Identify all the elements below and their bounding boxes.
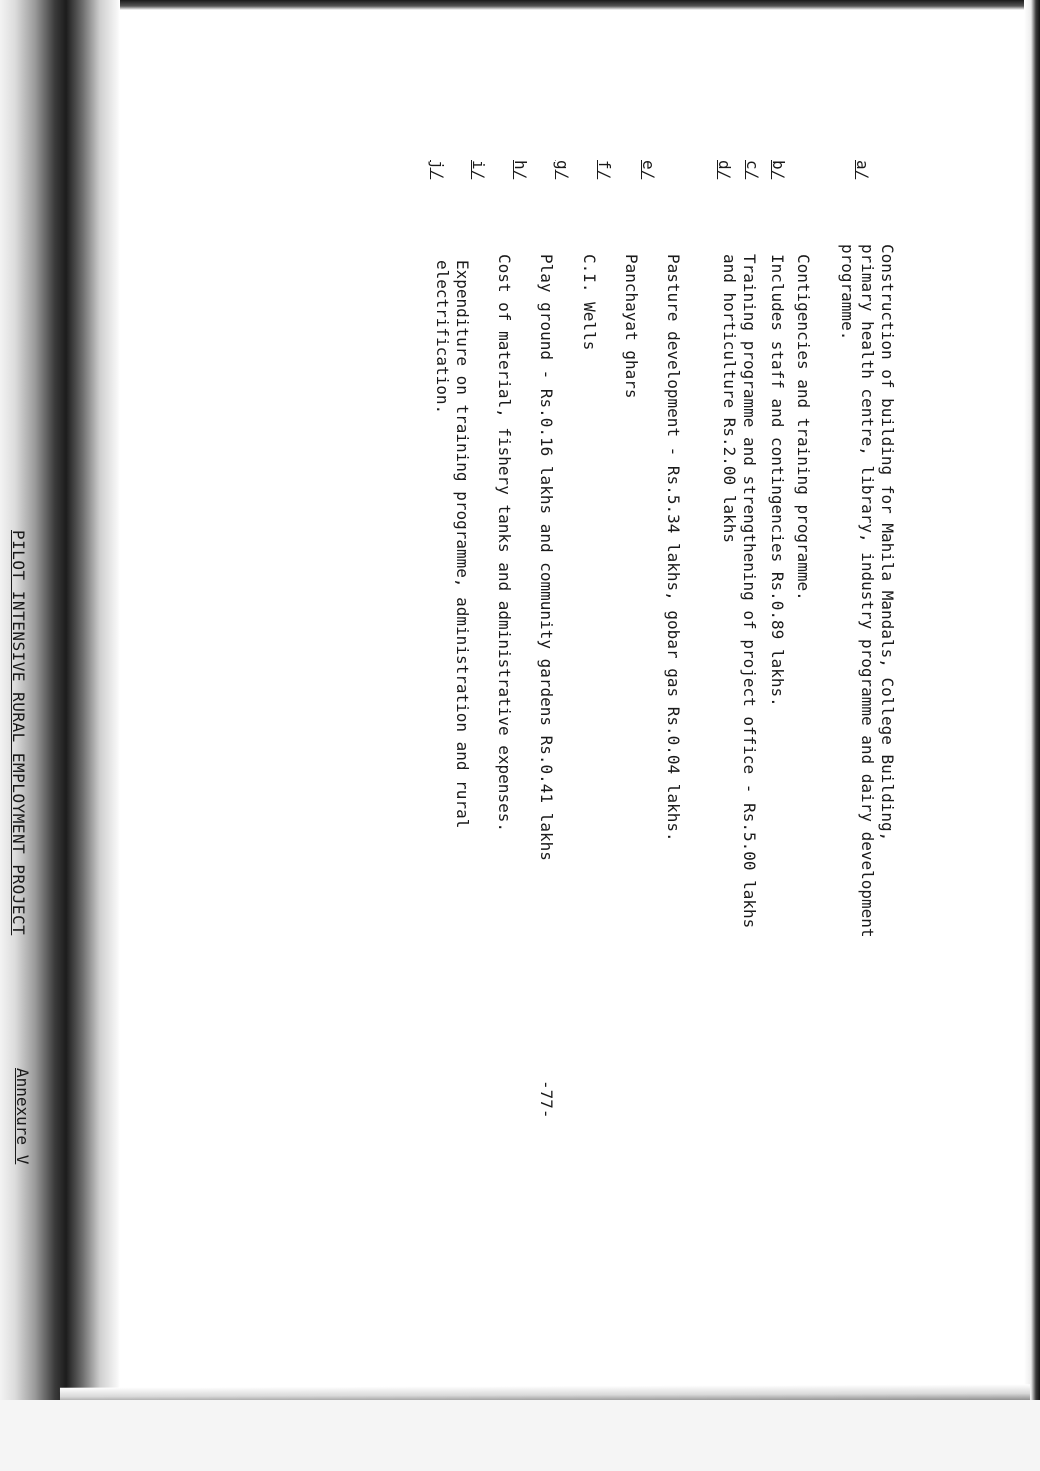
note-marker-f: f/ (595, 160, 614, 180)
page-title: PILOT INTENSIVE RURAL EMPLOYMENT PROJECT (9, 530, 28, 936)
note-i-line-1: Cost of material, fishery tanks and administrative expenses. (495, 254, 514, 832)
note-g-line-1: C.I. Wells (580, 254, 599, 351)
scan-edge-top (0, 0, 1040, 10)
note-a-line-3: programme. (838, 244, 857, 341)
note-a-line-1: Construction of building for Mahila Mandals, College Building, (878, 244, 897, 842)
note-d-line-1: Training programme and strengthening of project office - Rs.5.00 lakhs (740, 254, 759, 929)
annexure-label: Annexure V (13, 1068, 32, 1165)
note-marker-h: h/ (511, 160, 530, 180)
scanner-bed (0, 1400, 1040, 1471)
note-marker-b: b/ (769, 160, 788, 180)
note-j-line-2: electrification. (433, 260, 452, 415)
note-h-line-1: Play ground - Rs.0.16 lakhs and community gardens Rs.0.41 lakhs (537, 254, 556, 861)
page-number: -77- (537, 1080, 556, 1119)
note-marker-j: j/ (428, 160, 447, 180)
note-marker-i: i/ (469, 160, 488, 180)
note-marker-a: a/ (853, 160, 872, 180)
note-b-line-1: Contigencies and training programme. (794, 254, 813, 601)
note-a-line-2: primary health centre, library, industry programme and dairy development (858, 244, 877, 938)
note-f-line-1: Panchayat ghars (622, 254, 641, 399)
page-right-edge (1024, 0, 1040, 1471)
note-marker-e: e/ (639, 160, 658, 180)
note-marker-d: d/ (715, 160, 734, 180)
note-c-line-1: Includes staff and contingencies Rs.0.89 lakhs. (768, 254, 787, 707)
note-j-line-1: Expenditure on training programme, administration and rural (453, 260, 472, 829)
note-e-line-1: Pasture development - Rs.5.34 lakhs, gobar gas Rs.0.04 lakhs. (664, 254, 683, 842)
note-marker-c: c/ (743, 160, 762, 180)
note-d-line-2: and horticulture Rs.2.00 lakhs (720, 254, 739, 543)
note-marker-g: g/ (553, 160, 572, 180)
